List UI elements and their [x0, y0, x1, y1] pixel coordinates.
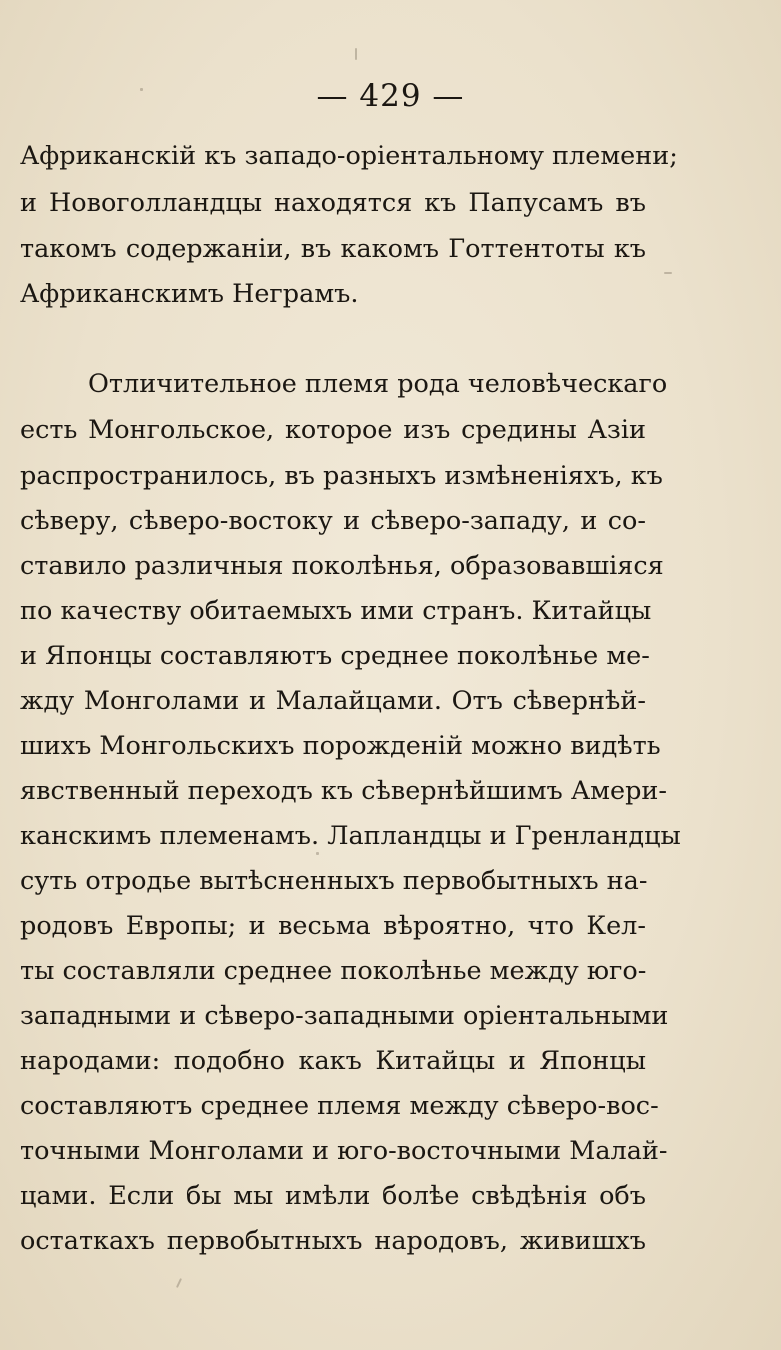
text-line: западными и сѣверо-западными оріентальными — [20, 1001, 669, 1031]
text-line: суть отродье вытѣсненныхъ первобытныхъ на- — [20, 866, 648, 896]
page-number: — 429 — — [316, 78, 465, 114]
text-line: жду Монголами и Малайцами. Отъ сѣвернѣй- — [20, 686, 646, 716]
text-line: Африканскимъ Неграмъ. — [20, 279, 359, 309]
text-line: точными Монголами и юго-восточными Малай- — [20, 1136, 668, 1166]
text-line: канскимъ племенамъ. Лапландцы и Гренландцы — [20, 821, 681, 851]
paper-speck — [355, 48, 357, 60]
text-line: Отличительное племя рода человѣческаго — [88, 369, 668, 399]
text-line: такомъ содержаніи, въ какомъ Готтентоты къ — [20, 234, 646, 264]
text-line: по качеству обитаемыхъ ими странъ. Китайцы — [20, 596, 652, 626]
paper-speck — [316, 852, 319, 855]
text-line: и Японцы составляютъ среднее поколѣнье ме- — [20, 641, 650, 671]
text-line: составляютъ среднее племя между сѣверо-вос- — [20, 1091, 659, 1121]
text-line: цами. Если бы мы имѣли болѣе свѣдѣнія объ — [20, 1181, 646, 1211]
text-line: ставило различныя поколѣнья, образовавшіяся — [20, 551, 664, 581]
text-line: родовъ Европы; и весьма вѣроятно, что Кел- — [20, 911, 646, 941]
text-line: явственный переходъ къ сѣвернѣйшимъ Амери- — [20, 776, 668, 806]
text-line: шихъ Монгольскихъ порожденій можно видѣть — [20, 731, 661, 761]
paper-speck — [176, 1278, 182, 1288]
text-line: остаткахъ первобытныхъ народовъ, живишхъ — [20, 1226, 646, 1256]
paper-speck — [140, 88, 143, 91]
text-line: и Новоголландцы находятся къ Папусамъ въ — [20, 188, 646, 218]
paper-speck — [664, 272, 672, 274]
text-line: ты составляли среднее поколѣнье между юго- — [20, 956, 647, 986]
text-line: Африканскій къ западо-оріентальному племени; — [20, 141, 678, 171]
text-line: есть Монгольское, которое изъ средины Азіи — [20, 415, 646, 445]
text-line: распространилось, въ разныхъ измѣненіяхъ, къ — [20, 461, 663, 491]
text-line: народами: подобно какъ Китайцы и Японцы — [20, 1046, 646, 1076]
text-line: сѣверу, сѣверо-востоку и сѣверо-западу, и со- — [20, 506, 646, 536]
